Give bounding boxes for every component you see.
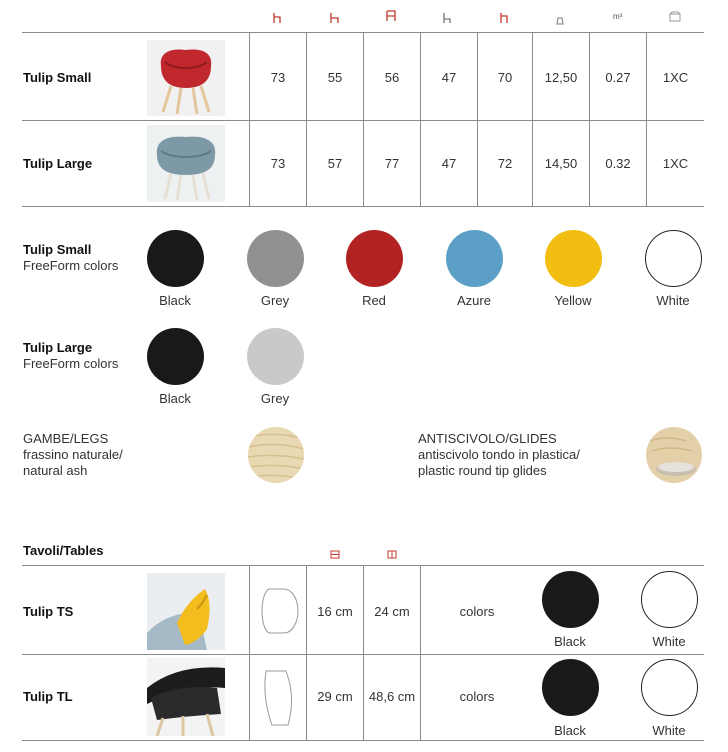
product-name: Tulip Large: [23, 156, 93, 171]
weight-icon: [553, 14, 567, 26]
red-chair-photo: [147, 40, 225, 116]
width-icon: [498, 12, 512, 24]
depth-icon: [384, 10, 398, 22]
table-tl-photo: [147, 658, 225, 736]
swatch-label: Grey: [260, 391, 290, 406]
product-name: Tulip TL: [23, 689, 73, 704]
natural-ash-swatch: [248, 427, 304, 483]
swatch-label: White: [656, 293, 690, 308]
swatch-label: Red: [362, 293, 386, 308]
grey-swatch: [247, 328, 304, 385]
legs-title: GAMBE/LEGS: [23, 431, 109, 446]
table-ts-photo: [147, 573, 225, 650]
swatch-label: Black: [159, 293, 191, 308]
black-swatch: [147, 230, 204, 287]
azure-swatch: [446, 230, 503, 287]
glides-title: ANTISCIVOLO/GLIDES: [418, 431, 557, 446]
height-icon: [271, 12, 285, 24]
seat-height-icon: [328, 12, 342, 24]
swatch-label: Black: [554, 634, 586, 649]
white-swatch: [641, 571, 698, 628]
section-subtitle: FreeForm colors: [23, 356, 119, 371]
product-name: Tulip Small: [23, 70, 92, 85]
swatch-label: Yellow: [554, 293, 592, 308]
white-swatch: [641, 659, 698, 716]
swatch-label: Black: [159, 391, 191, 406]
armrest-height-icon: [441, 12, 455, 24]
section-title: Tulip Small: [23, 242, 92, 257]
table-diameter-icon: [387, 550, 397, 559]
table-ts-outline: [258, 585, 300, 637]
tables-title: Tavoli/Tables: [23, 543, 104, 558]
swatch-label: White: [652, 634, 686, 649]
table-tl-outline: [258, 667, 300, 729]
swatch-label: White: [652, 723, 686, 738]
product-name: Tulip TS: [23, 604, 74, 619]
black-swatch: [542, 571, 599, 628]
white-swatch: [645, 230, 702, 287]
volume-icon: m³: [613, 12, 623, 21]
swatch-label: Azure: [457, 293, 491, 308]
yellow-swatch: [545, 230, 602, 287]
section-subtitle: FreeForm colors: [23, 258, 119, 273]
black-swatch: [147, 328, 204, 385]
table-height-icon: [330, 550, 340, 559]
carton-icon: [668, 11, 682, 23]
glide-photo: [646, 427, 702, 483]
swatch-label: Black: [554, 723, 586, 738]
section-title: Tulip Large: [23, 340, 93, 355]
grey-swatch: [247, 230, 304, 287]
swatch-label: Grey: [260, 293, 290, 308]
red-swatch: [346, 230, 403, 287]
black-swatch: [542, 659, 599, 716]
grey-chair-photo: [147, 125, 225, 202]
